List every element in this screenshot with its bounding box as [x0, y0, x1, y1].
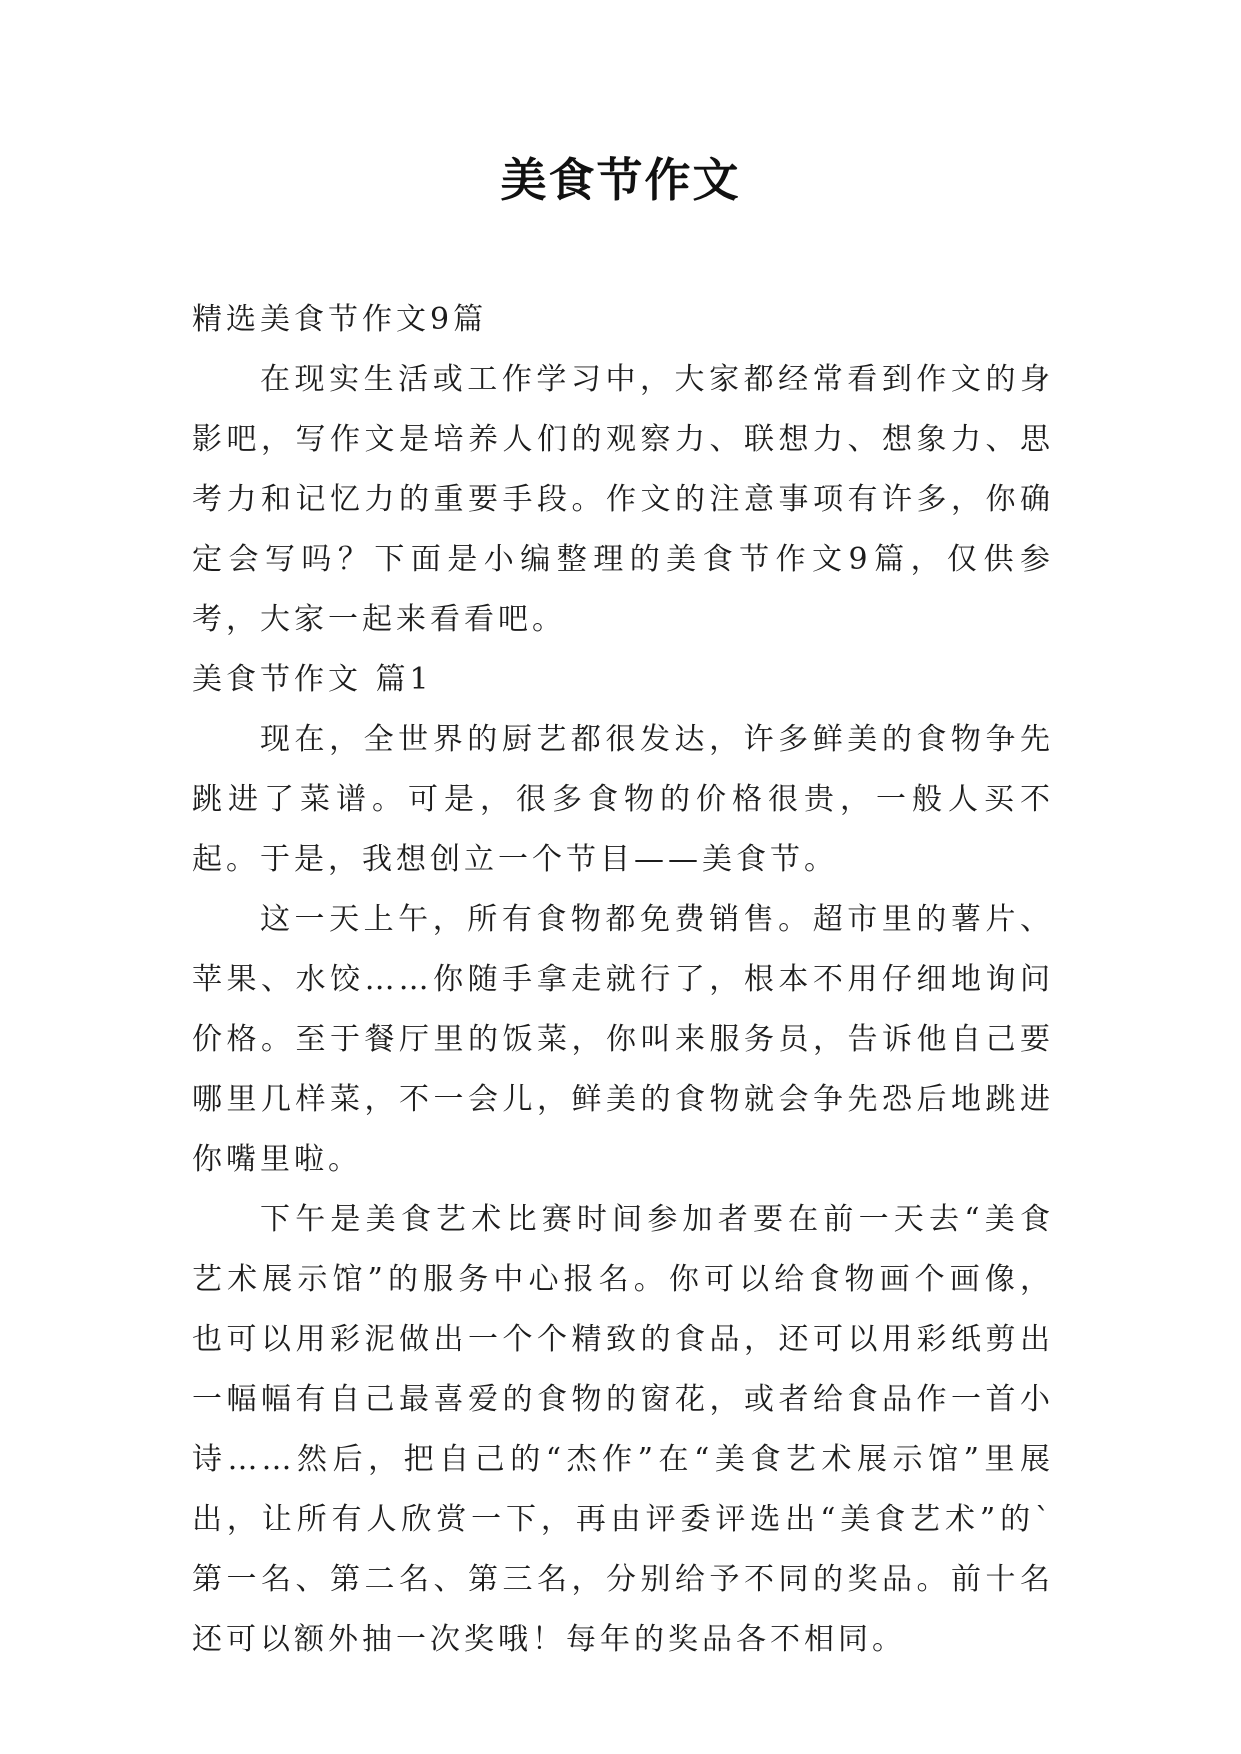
- essay-heading-1: 美食节作文 篇1: [192, 662, 433, 697]
- intro-paragraph: 在现实生活或工作学习中，大家都经常看到作文的身影吧，写作文是培养人们的观察力、联想力、想象力、思考力和记忆力的重要手段。作文的注意事项有许多，你确定会写吗？下面是小编整理的美食节作文9篇，仅供参考，大家一起来看看吧。: [192, 362, 1054, 637]
- essay-paragraph: 下午是美食艺术比赛时间参加者要在前一天去“美食艺术展示馆”的服务中心报名。你可以给食物画个画像，也可以用彩泥做出一个个精致的食品，还可以用彩纸剪出一幅幅有自己最喜爱的食物的窗花，或者给食品作一首小诗……然后，把自己的“杰作”在“美食艺术展示馆”里展出，让所有人欣赏一下，再由评委评选出“美食艺术”的`第一名、第二名、第三名，分别给予不同的奖品。前十名还可以额外抽一次奖哦！每年的奖品各不相同。: [192, 1202, 1054, 1657]
- collection-subtitle: 精选美食节作文9篇: [192, 302, 488, 337]
- essay-paragraph: 这一天上午，所有食物都免费销售。超市里的薯片、苹果、水饺……你随手拿走就行了，根本不用仔细地询问价格。至于餐厅里的饭菜，你叫来服务员，告诉他自己要哪里几样菜，不一会儿，鲜美的食物就会争先恐后地跳进你嘴里啦。: [192, 902, 1054, 1177]
- document-body: [192, 290, 1054, 1670]
- document-title: 美食节作文: [500, 153, 741, 207]
- essay-paragraph: 现在，全世界的厨艺都很发达，许多鲜美的食物争先跳进了菜谱。可是，很多食物的价格很贵，一般人买不起。于是，我想创立一个节目——美食节。: [192, 722, 1054, 877]
